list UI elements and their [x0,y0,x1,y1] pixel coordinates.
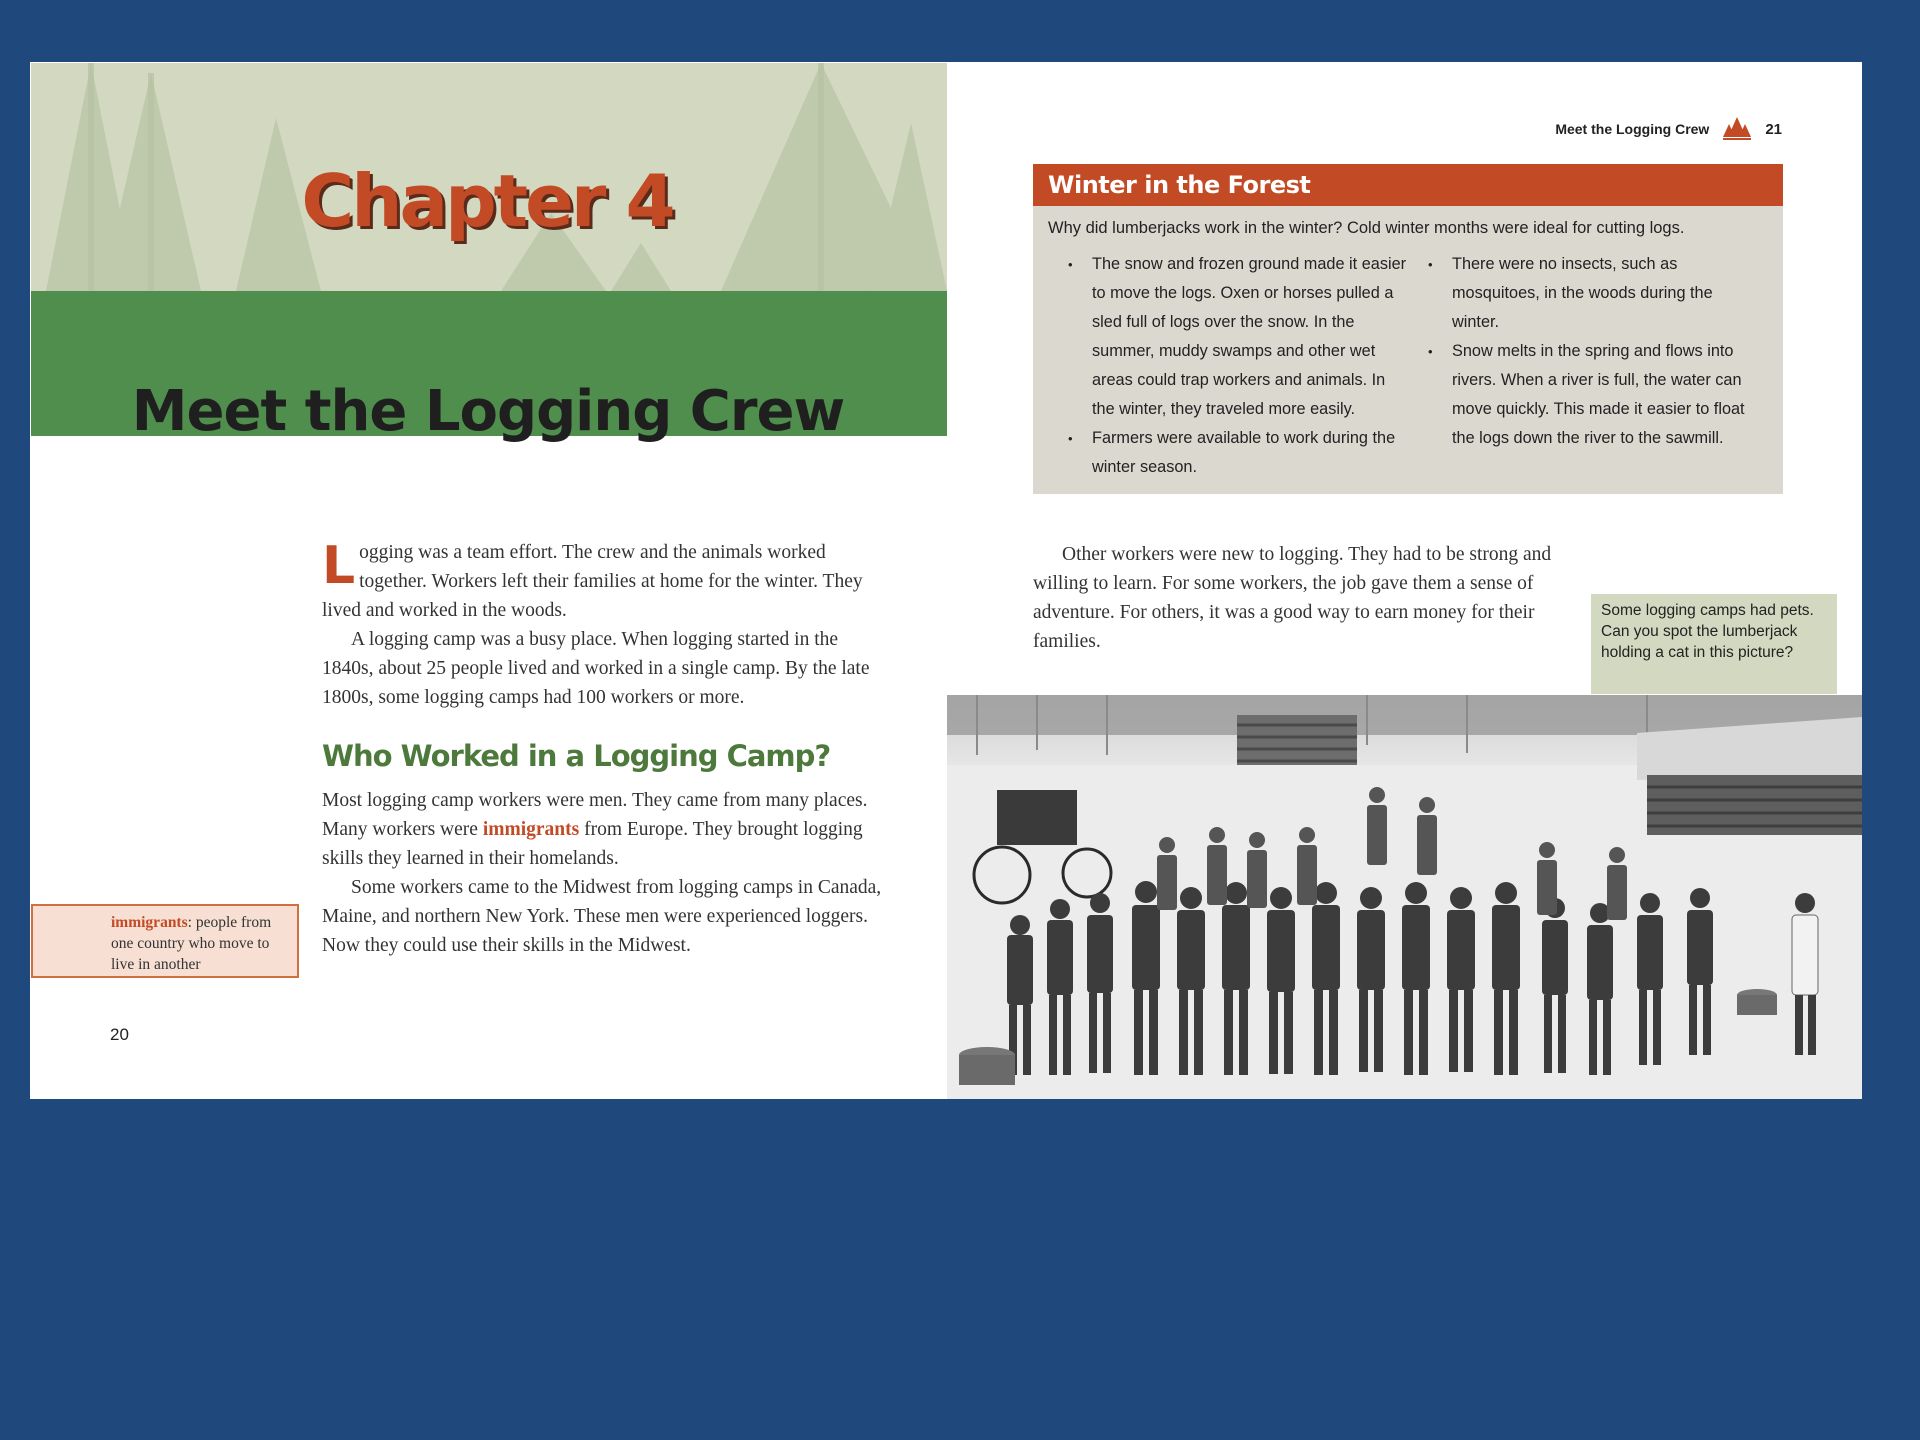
glossary-term: immigrants [111,914,188,931]
page-number-right: 21 [1765,120,1782,138]
sidebar-title: Winter in the Forest [1033,164,1783,206]
chapter-banner [31,63,947,291]
sidebar-list-left [1048,250,1408,482]
paragraph-3-start: Most logging camp workers were men. They came from many places. Many workers were [322,790,868,840]
sidebar-intro: Why did lumberjacks work in the winter? Cold winter months were ideal for cutting logs. [1048,219,1685,237]
pine-trees-icon [1723,117,1751,141]
paragraph-2: A logging camp was a busy place. When logging started in the 1840s, about 25 people lived and worked in a single camp. By the late 1800s, some logging camps had 100 workers or more. [322,629,870,708]
glossary-box [31,904,299,978]
section-heading: Who Worked in a Logging Camp? [322,739,831,773]
drop-cap: L [322,536,356,596]
glossary-definition: : people from one country who move to live in another [111,914,272,973]
chapter-title: Meet the Logging Crew [131,379,845,444]
list-item: • Farmers were available to work during the winter season. [1048,424,1408,482]
list-item: • The snow and frozen ground made it easier to move the logs. Oxen or horses pulled a sled full of logs over the snow. In the summer, muddy swamps and other wet areas could trap workers and animals. In the winter, they traveled more easily. [1048,250,1408,424]
logging-crew-photo [947,695,1862,1099]
list-item: • Snow melts in the spring and flows into rivers. When a river is full, the water can move quickly. This made it easier to float the logs down the river to the sawmill. [1408,337,1748,453]
book-spread [30,62,1862,1099]
paragraph-3 [322,786,892,873]
chapter-label: Chapter 4 [301,159,673,243]
photo-caption: Some logging camps had pets. Can you spot the lumberjack holding a cat in this picture? [1591,594,1837,694]
sidebar-columns [1033,250,1783,482]
paragraph-1-text: ogging was a team effort. The crew and the animals worked together. Workers left their families at home for the winter. They lived and worked in the woods. [322,542,863,621]
paragraph-3-end: from Europe. They brought logging skills they learned in their homelands. [322,819,863,869]
list-item: • There were no insects, such as mosquitoes, in the woods during the winter. [1408,250,1748,337]
sidebar-box [1033,164,1783,494]
paragraph-4: Some workers came to the Midwest from logging camps in Canada, Maine, and northern New York. These men were experienced loggers. Now they could use their skills in the Midwest. [322,877,882,956]
paragraph-5: Other workers were new to logging. They had to be strong and willing to learn. For some workers, the job gave them a sense of adventure. For others, it was a good way to earn money for their families. [1033,544,1552,652]
glossary-keyword: immigrants [482,819,580,840]
left-body-text [322,538,892,960]
sidebar-list-right [1408,250,1748,482]
running-head-title: Meet the Logging Crew [1555,121,1710,137]
logging-camp-illustration [947,695,1862,1099]
paragraph-1 [322,538,892,625]
right-body-text [1033,540,1593,656]
page-number-left: 20 [110,1025,129,1044]
running-header [1555,117,1782,141]
